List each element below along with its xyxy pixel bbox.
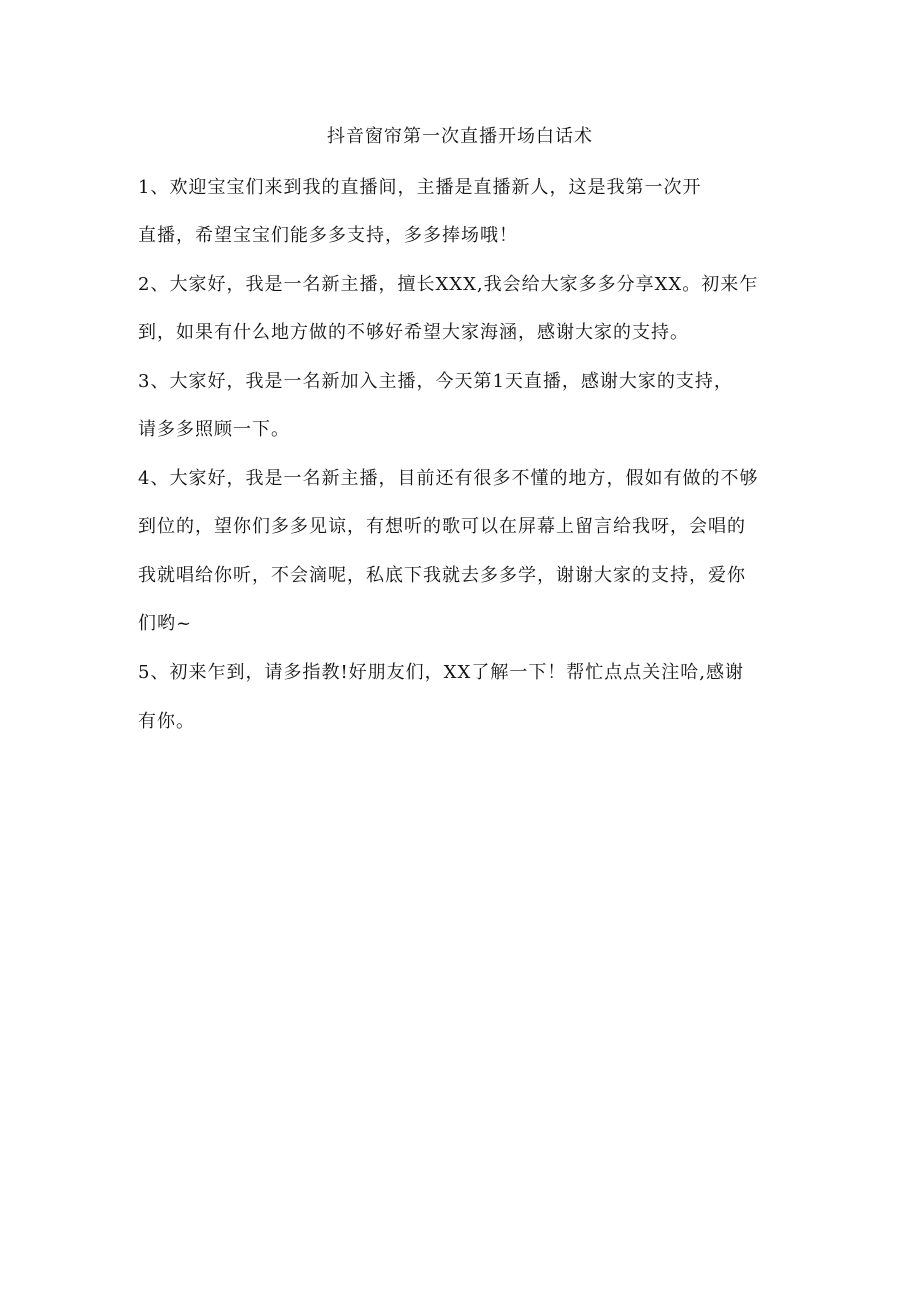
document-title: 抖音窗帘第一次直播开场白话术 [327, 126, 593, 147]
paragraph-5-line-2: 有你。 [138, 711, 195, 732]
paragraph-3-line-2: 请多多照顾一下。 [138, 419, 290, 440]
paragraph-1-line-1: 1、欢迎宝宝们来到我的直播间，主播是直播新人，这是我第一次开 [138, 177, 702, 198]
paragraph-3-line-1: 3、大家好，我是一名新加入主播，今天第1天直播，感谢大家的支持， [138, 371, 733, 392]
paragraph-5-line-1: 5、初来乍到，请多指教!好朋友们，XX了解一下！帮忙点点关注哈,感谢 [138, 662, 745, 683]
paragraph-4-line-2: 到位的，望你们多多见谅，有想听的歌可以在屏幕上留言给我呀，会唱的 [138, 516, 746, 537]
paragraph-2-line-2: 到，如果有什么地方做的不够好希望大家海涵，感谢大家的支持。 [138, 322, 689, 343]
paragraph-4-line-4: 们哟~ [138, 613, 193, 634]
paragraph-4-line-1: 4、大家好，我是一名新主播，目前还有很多不懂的地方，假如有做的不够 [138, 468, 759, 489]
paragraph-2-line-1: 2、大家好，我是一名新主播，擅长XXX,我会给大家多多分享XX。初来乍 [138, 274, 759, 295]
paragraph-4-line-3: 我就唱给你听，不会滴呢，私底下我就去多多学，谢谢大家的支持，爱你 [138, 565, 746, 586]
paragraph-1-line-2: 直播，希望宝宝们能多多支持，多多捧场哦！ [138, 225, 518, 246]
